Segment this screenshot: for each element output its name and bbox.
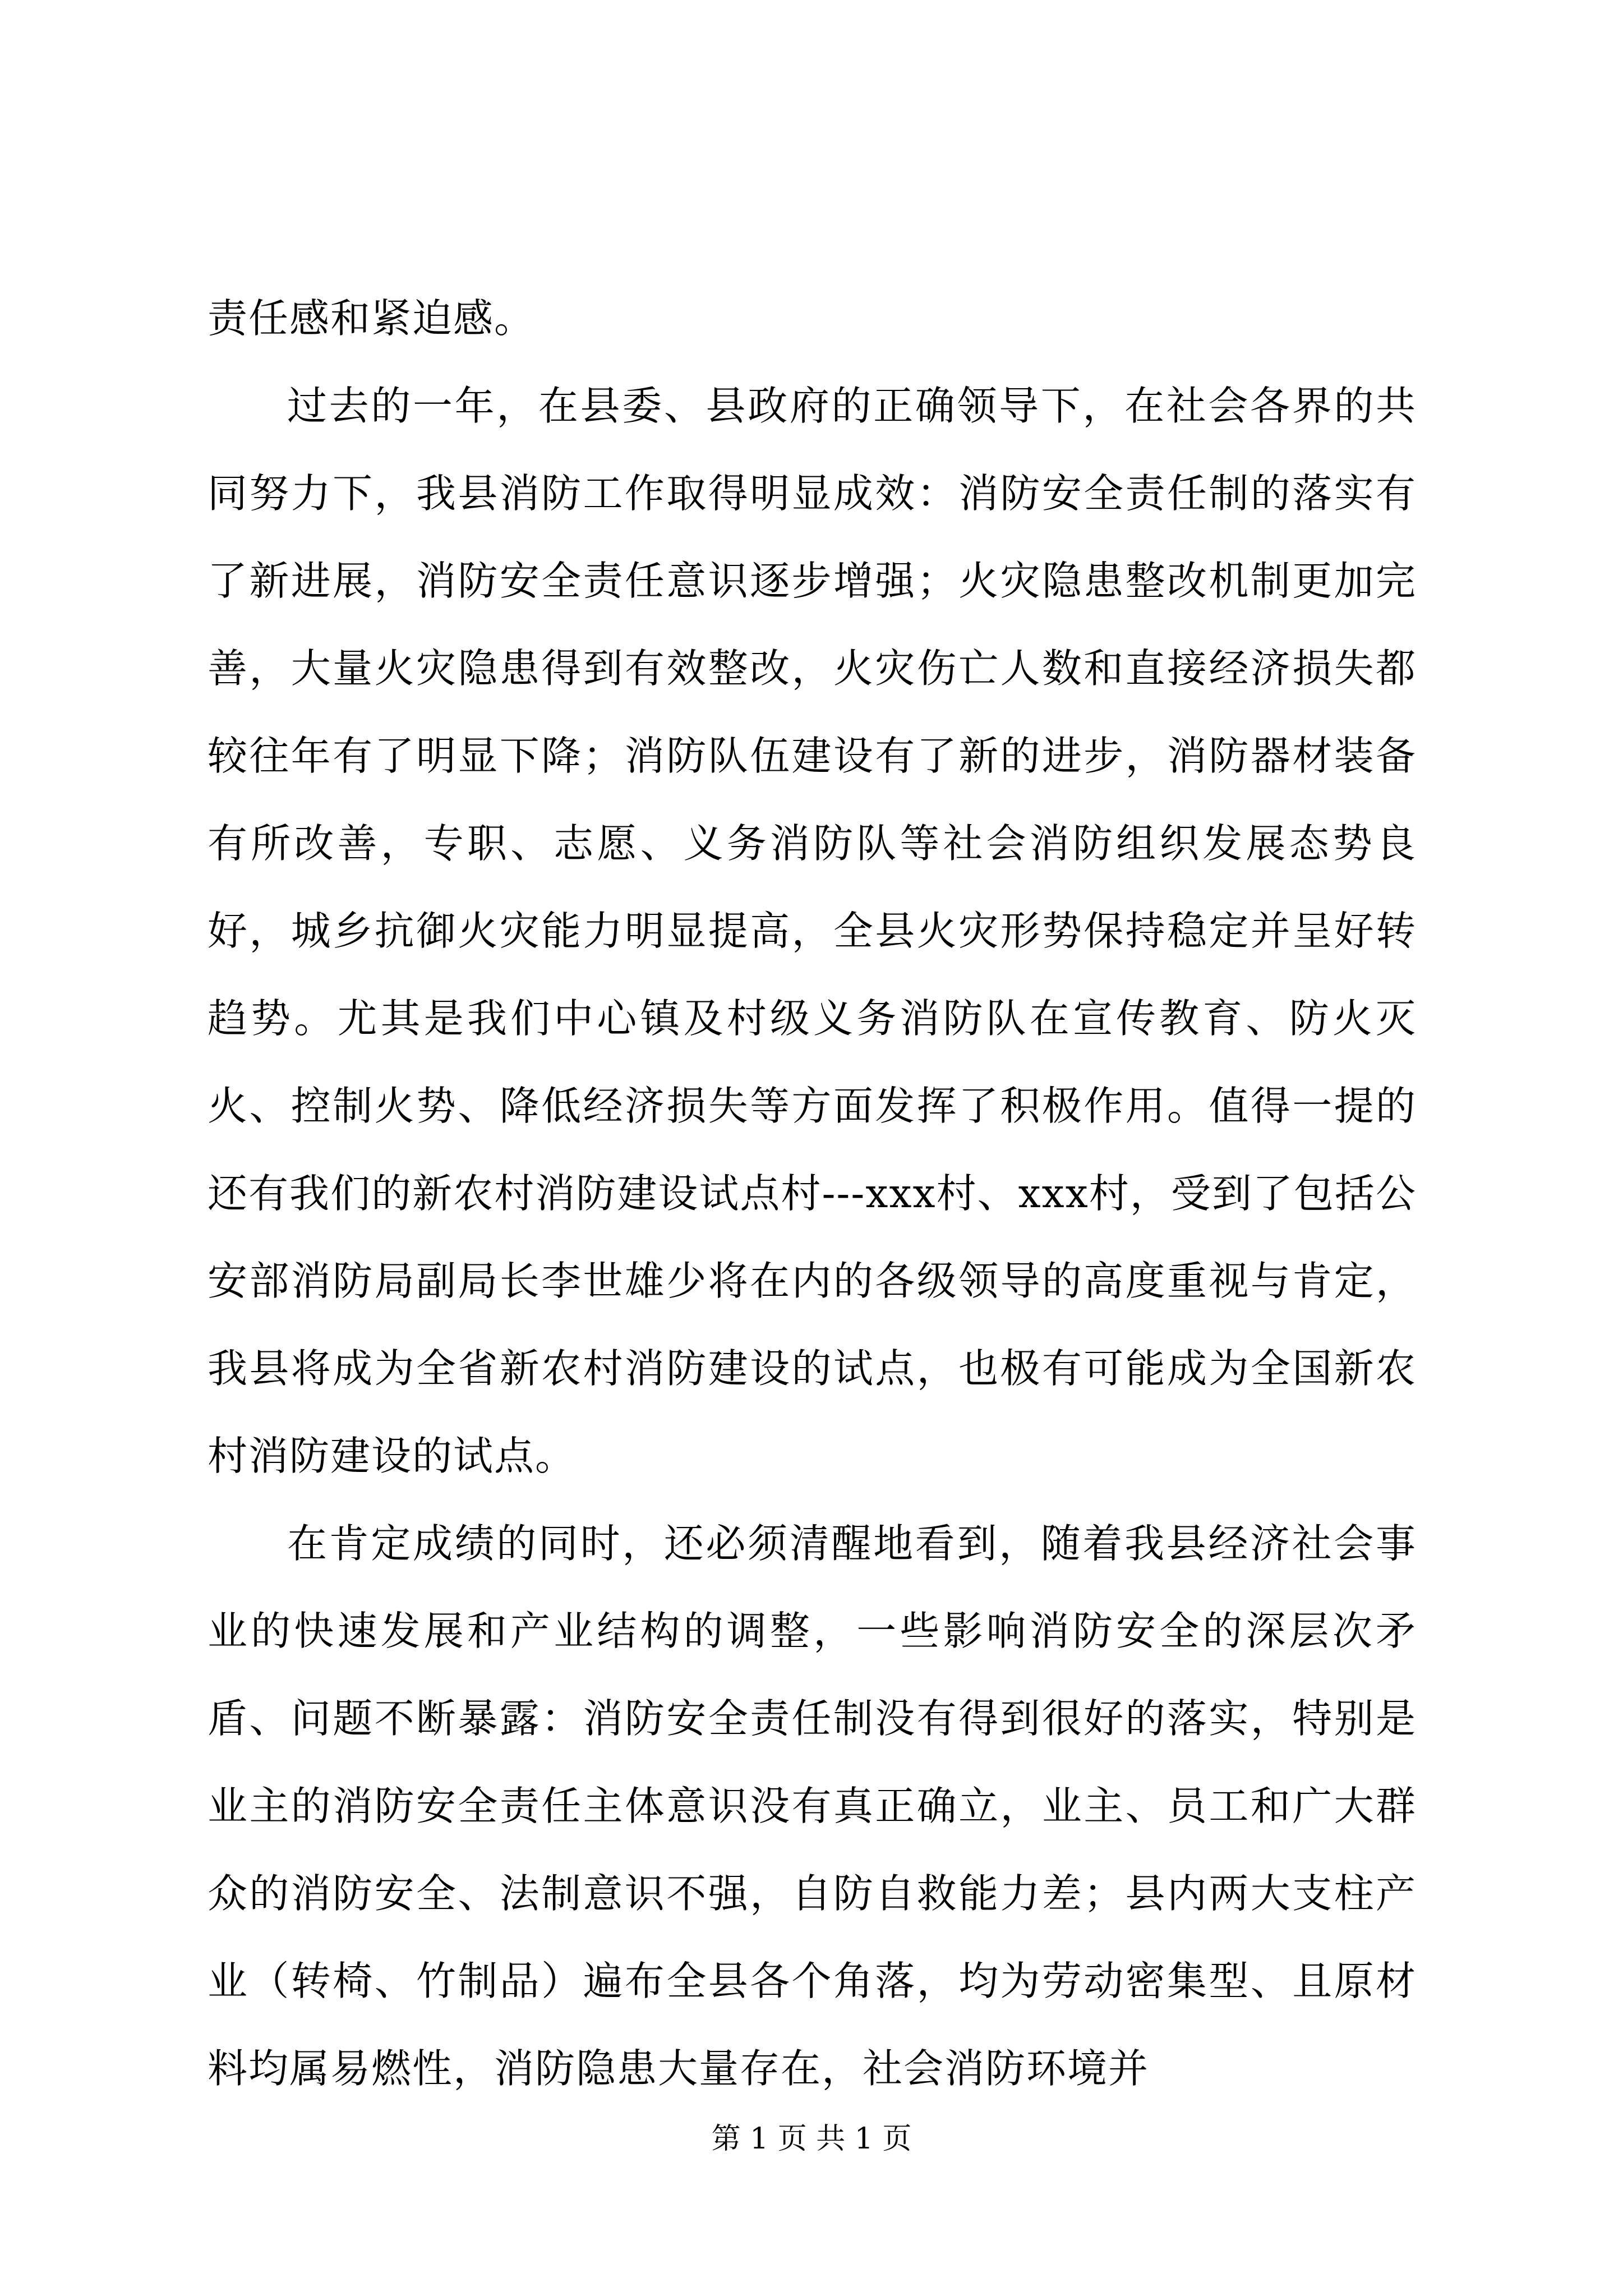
- page-footer: 第 1 页 共 1 页: [711, 2122, 912, 2156]
- paragraph-achievements: 过去的一年，在县委、县政府的正确领导下，在社会各界的共同努力下，我县消防工作取得明显成效：消防安全责任制的落实有了新进展，消防安全责任意识逐步增强；火灾隐患整改机制更加完善，大量火灾隐患得到有效整改，火灾伤亡人数和直接经济损失都较往年有了明显下降；消防队伍建设有了新的进步，消防器材装备有所改善，专职、志愿、义务消防队等社会消防组织发展态势良好，城乡抗御火灾能力明显提高，全县火灾形势保持稳定并呈好转趋势。尤其是我们中心镇及村级义务消防队在宣传教育、防火灭火、控制火势、降低经济损失等方面发挥了积极作用。值得一提的还有我们的新农村消防建设试点村---xxx村、xxx村，受到了包括公安部消防局副局长李世雄少将在内的各级领导的高度重视与肯定，我县将成为全省新农村消防建设的试点，也极有可能成为全国新农村消防建设的试点。: [208, 383, 1417, 1479]
- document-body: [208, 275, 1417, 2113]
- paragraph-continuation: 责任感和紧迫感。: [208, 295, 536, 342]
- paragraph-problems: 在肯定成绩的同时，还必须清醒地看到，随着我县经济社会事业的快速发展和产业结构的调整，一些影响消防安全的深层次矛盾、问题不断暴露：消防安全责任制没有得到很好的落实，特别是业主的消防安全责任主体意识没有真正确立，业主、员工和广大群众的消防安全、法制意识不强，自防自救能力差；县内两大支柱产业（转椅、竹制品）遍布全县各个角落，均为劳动密集型、且原材料均属易燃性，消防隐患大量存在，社会消防环境并: [208, 1520, 1417, 2092]
